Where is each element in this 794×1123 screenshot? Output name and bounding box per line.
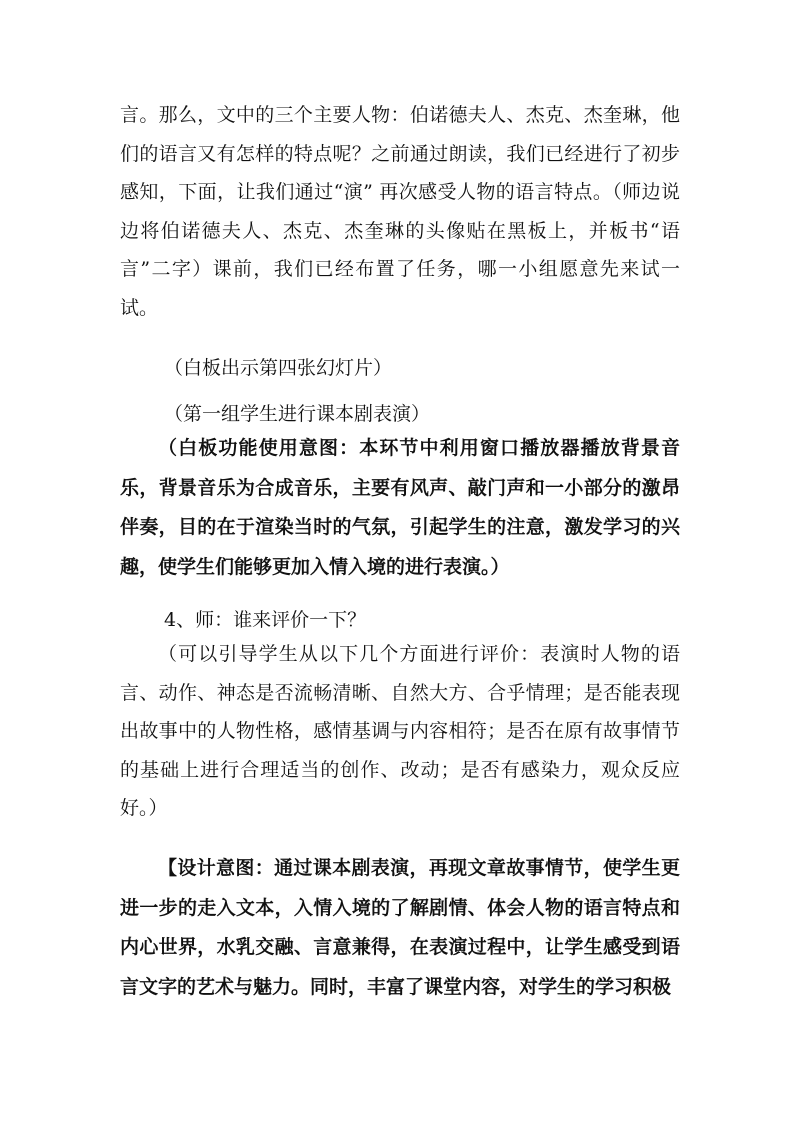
paragraph-whiteboard-intent: （白板功能使用意图：本环节中利用窗口播放器播放背景音乐，背景音乐为合成音乐，主要有风声、敲门声和一小部分的激昂伴奏，目的在于渲染当时的气氛，引起学生的注意，激发学习的兴趣，使学生们能够更加入情入境的进行表演。） — [120, 437, 680, 578]
paragraph-evaluation-question: 4、师：谁来评价一下？ — [164, 609, 367, 631]
paragraph-performance-note: （第一组学生进行课本剧表演） — [164, 403, 431, 425]
paragraph-slide-note: （白板出示第四张幻灯片） — [164, 357, 393, 379]
paragraph-dialogue-intro: 言。那么，文中的三个主要人物：伯诺德夫人、杰克、杰奎琳，他们的语言又有怎样的特点呢？之前通过朗读，我们已经进行了初步感知，下面，让我们通过“演” 再次感受人物的语言特点。（师边说边将伯诺德夫人、杰克、杰奎琳的头像贴在黑板上，并板书“语言”二字）课前，我们已经布置了任务，哪一小组愿意先来试一试。 — [120, 104, 680, 319]
paragraph-evaluation-guide: （可以引导学生从以下几个方面进行评价：表演时人物的语言、动作、神态是否流畅清晰、自然大方、合乎情理；是否能表现出故事中的人物性格，感情基调与内容相符；是否在原有故事情节的基础上进行合理适当的创作、改动；是否有感染力，观众反应好。） — [120, 643, 680, 820]
paragraph-design-intent: 【设计意图：通过课本剧表演，再现文章故事情节，使学生更进一步的走入文本，入情入境的了解剧情、体会人物的语言特点和内心世界，水乳交融、言意兼得，在表演过程中，让学生感受到语言文字的艺术与魅力。同时，丰富了课堂内容，对学生的学习积极 — [120, 857, 680, 998]
